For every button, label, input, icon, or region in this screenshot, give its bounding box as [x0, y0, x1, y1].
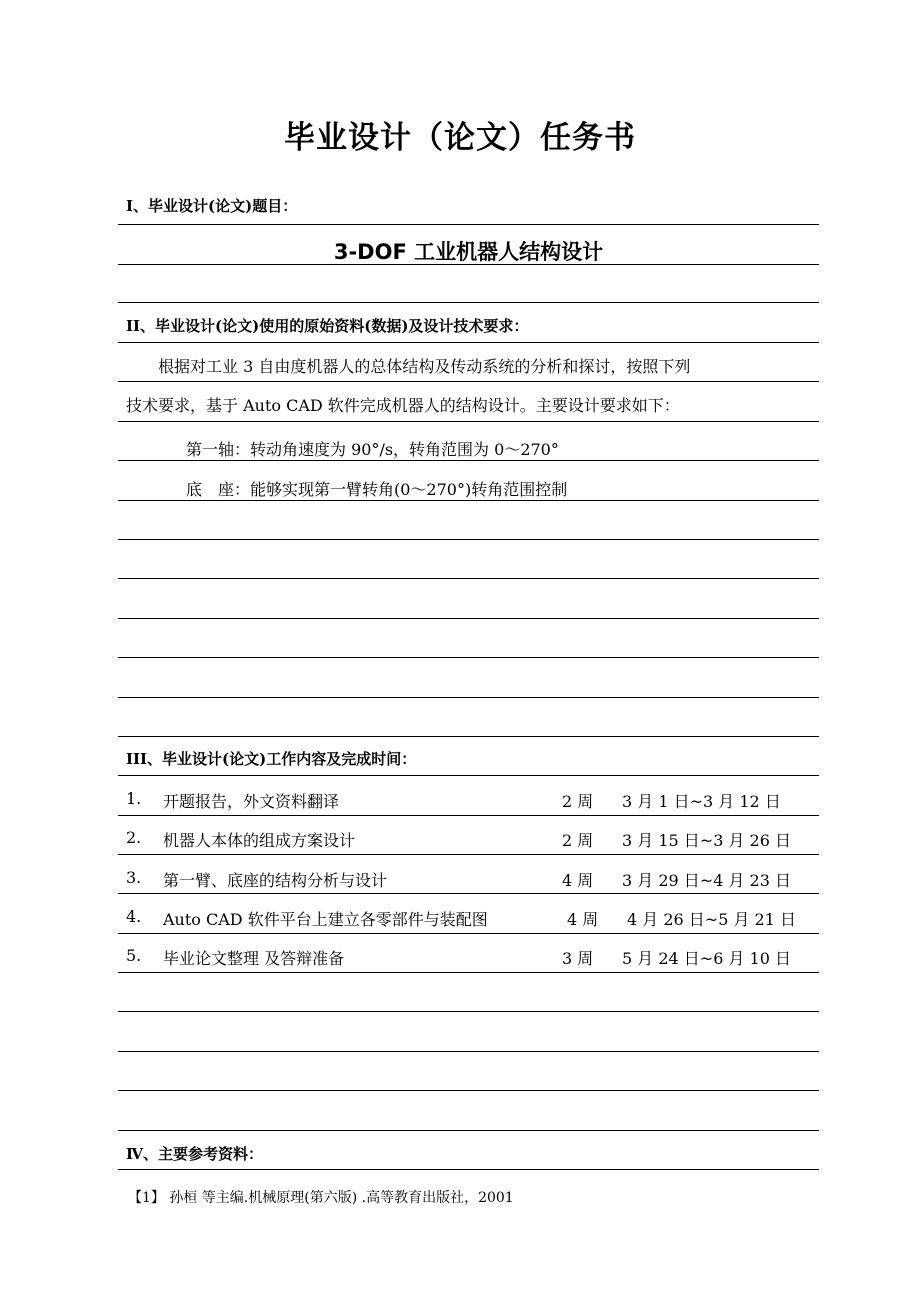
- rule-line: [118, 224, 819, 225]
- rule-line: [118, 578, 819, 579]
- task-dates: 5 月 24 日~6 月 10 日: [622, 949, 792, 968]
- requirement-axis-1: 第一轴：转动角速度为 90°/s，转角范围为 0～270°: [186, 440, 559, 459]
- task-number: 4.: [126, 907, 142, 926]
- project-title: 3-DOF 工业机器人结构设计: [333, 240, 604, 264]
- requirement-paragraph-line-1: 根据对工业 3 自由度机器人的总体结构及传动系统的分析和探讨，按照下列: [158, 357, 691, 376]
- task-weeks: 2 周: [562, 792, 594, 811]
- rule-line: [118, 302, 819, 303]
- rule-line: [118, 342, 819, 343]
- rule-line: [118, 893, 819, 894]
- section-1-heading: I、毕业设计(论文)题目：: [126, 197, 298, 215]
- rule-line: [118, 933, 819, 934]
- reference-item: 【1】 孙桓 等主编.机械原理(第六版) .高等教育出版社，2001: [128, 1190, 514, 1206]
- rule-line: [118, 500, 819, 501]
- task-content: 机器人本体的组成方案设计: [163, 831, 356, 850]
- task-weeks: 2 周: [562, 831, 594, 850]
- requirement-paragraph-line-2: 技术要求，基于 Auto CAD 软件完成机器人的结构设计。主要设计要求如下：: [126, 396, 680, 415]
- task-weeks: 4 周: [567, 910, 599, 929]
- rule-line: [118, 264, 819, 265]
- rule-line: [118, 697, 819, 698]
- rule-line: [118, 381, 819, 382]
- rule-line: [118, 460, 819, 461]
- rule-line: [118, 1051, 819, 1052]
- rule-line: [118, 421, 819, 422]
- section-2-heading: II、毕业设计(论文)使用的原始资料(数据)及设计技术要求：: [126, 317, 529, 335]
- rule-line: [118, 1011, 819, 1012]
- page-title: 毕业设计（论文）任务书: [284, 120, 636, 156]
- section-3-heading: III、毕业设计(论文)工作内容及完成时间：: [126, 750, 417, 768]
- task-dates: 3 月 29 日~4 月 23 日: [622, 871, 792, 890]
- task-number: 5.: [126, 946, 142, 965]
- task-dates: 3 月 1 日~3 月 12 日: [622, 792, 781, 811]
- task-dates: 3 月 15 日~3 月 26 日: [622, 831, 792, 850]
- rule-line: [118, 775, 819, 776]
- rule-line: [118, 1090, 819, 1091]
- rule-line: [118, 736, 819, 737]
- task-number: 3.: [126, 868, 142, 887]
- section-4-heading: Ⅳ、主要参考资料：: [126, 1145, 264, 1163]
- task-weeks: 3 周: [562, 949, 594, 968]
- task-number: 1.: [126, 789, 142, 808]
- rule-line: [118, 618, 819, 619]
- rule-line: [118, 972, 819, 973]
- rule-line: [118, 539, 819, 540]
- task-content: 毕业论文整理 及答辩准备: [163, 949, 345, 968]
- rule-line: [118, 854, 819, 855]
- task-number: 2.: [126, 828, 142, 847]
- task-weeks: 4 周: [562, 871, 594, 890]
- rule-line: [118, 815, 819, 816]
- rule-line: [118, 1130, 819, 1131]
- task-content: 开题报告，外文资料翻译: [163, 792, 340, 811]
- rule-line: [118, 657, 819, 658]
- task-content: Auto CAD 软件平台上建立各零部件与装配图: [163, 910, 488, 929]
- rule-line: [118, 1169, 819, 1170]
- task-dates: 4 月 26 日~5 月 21 日: [627, 910, 797, 929]
- requirement-base: 底 座：能够实现第一臂转角(0～270°)转角范围控制: [186, 480, 568, 499]
- task-content: 第一臂、底座的结构分析与设计: [163, 871, 388, 890]
